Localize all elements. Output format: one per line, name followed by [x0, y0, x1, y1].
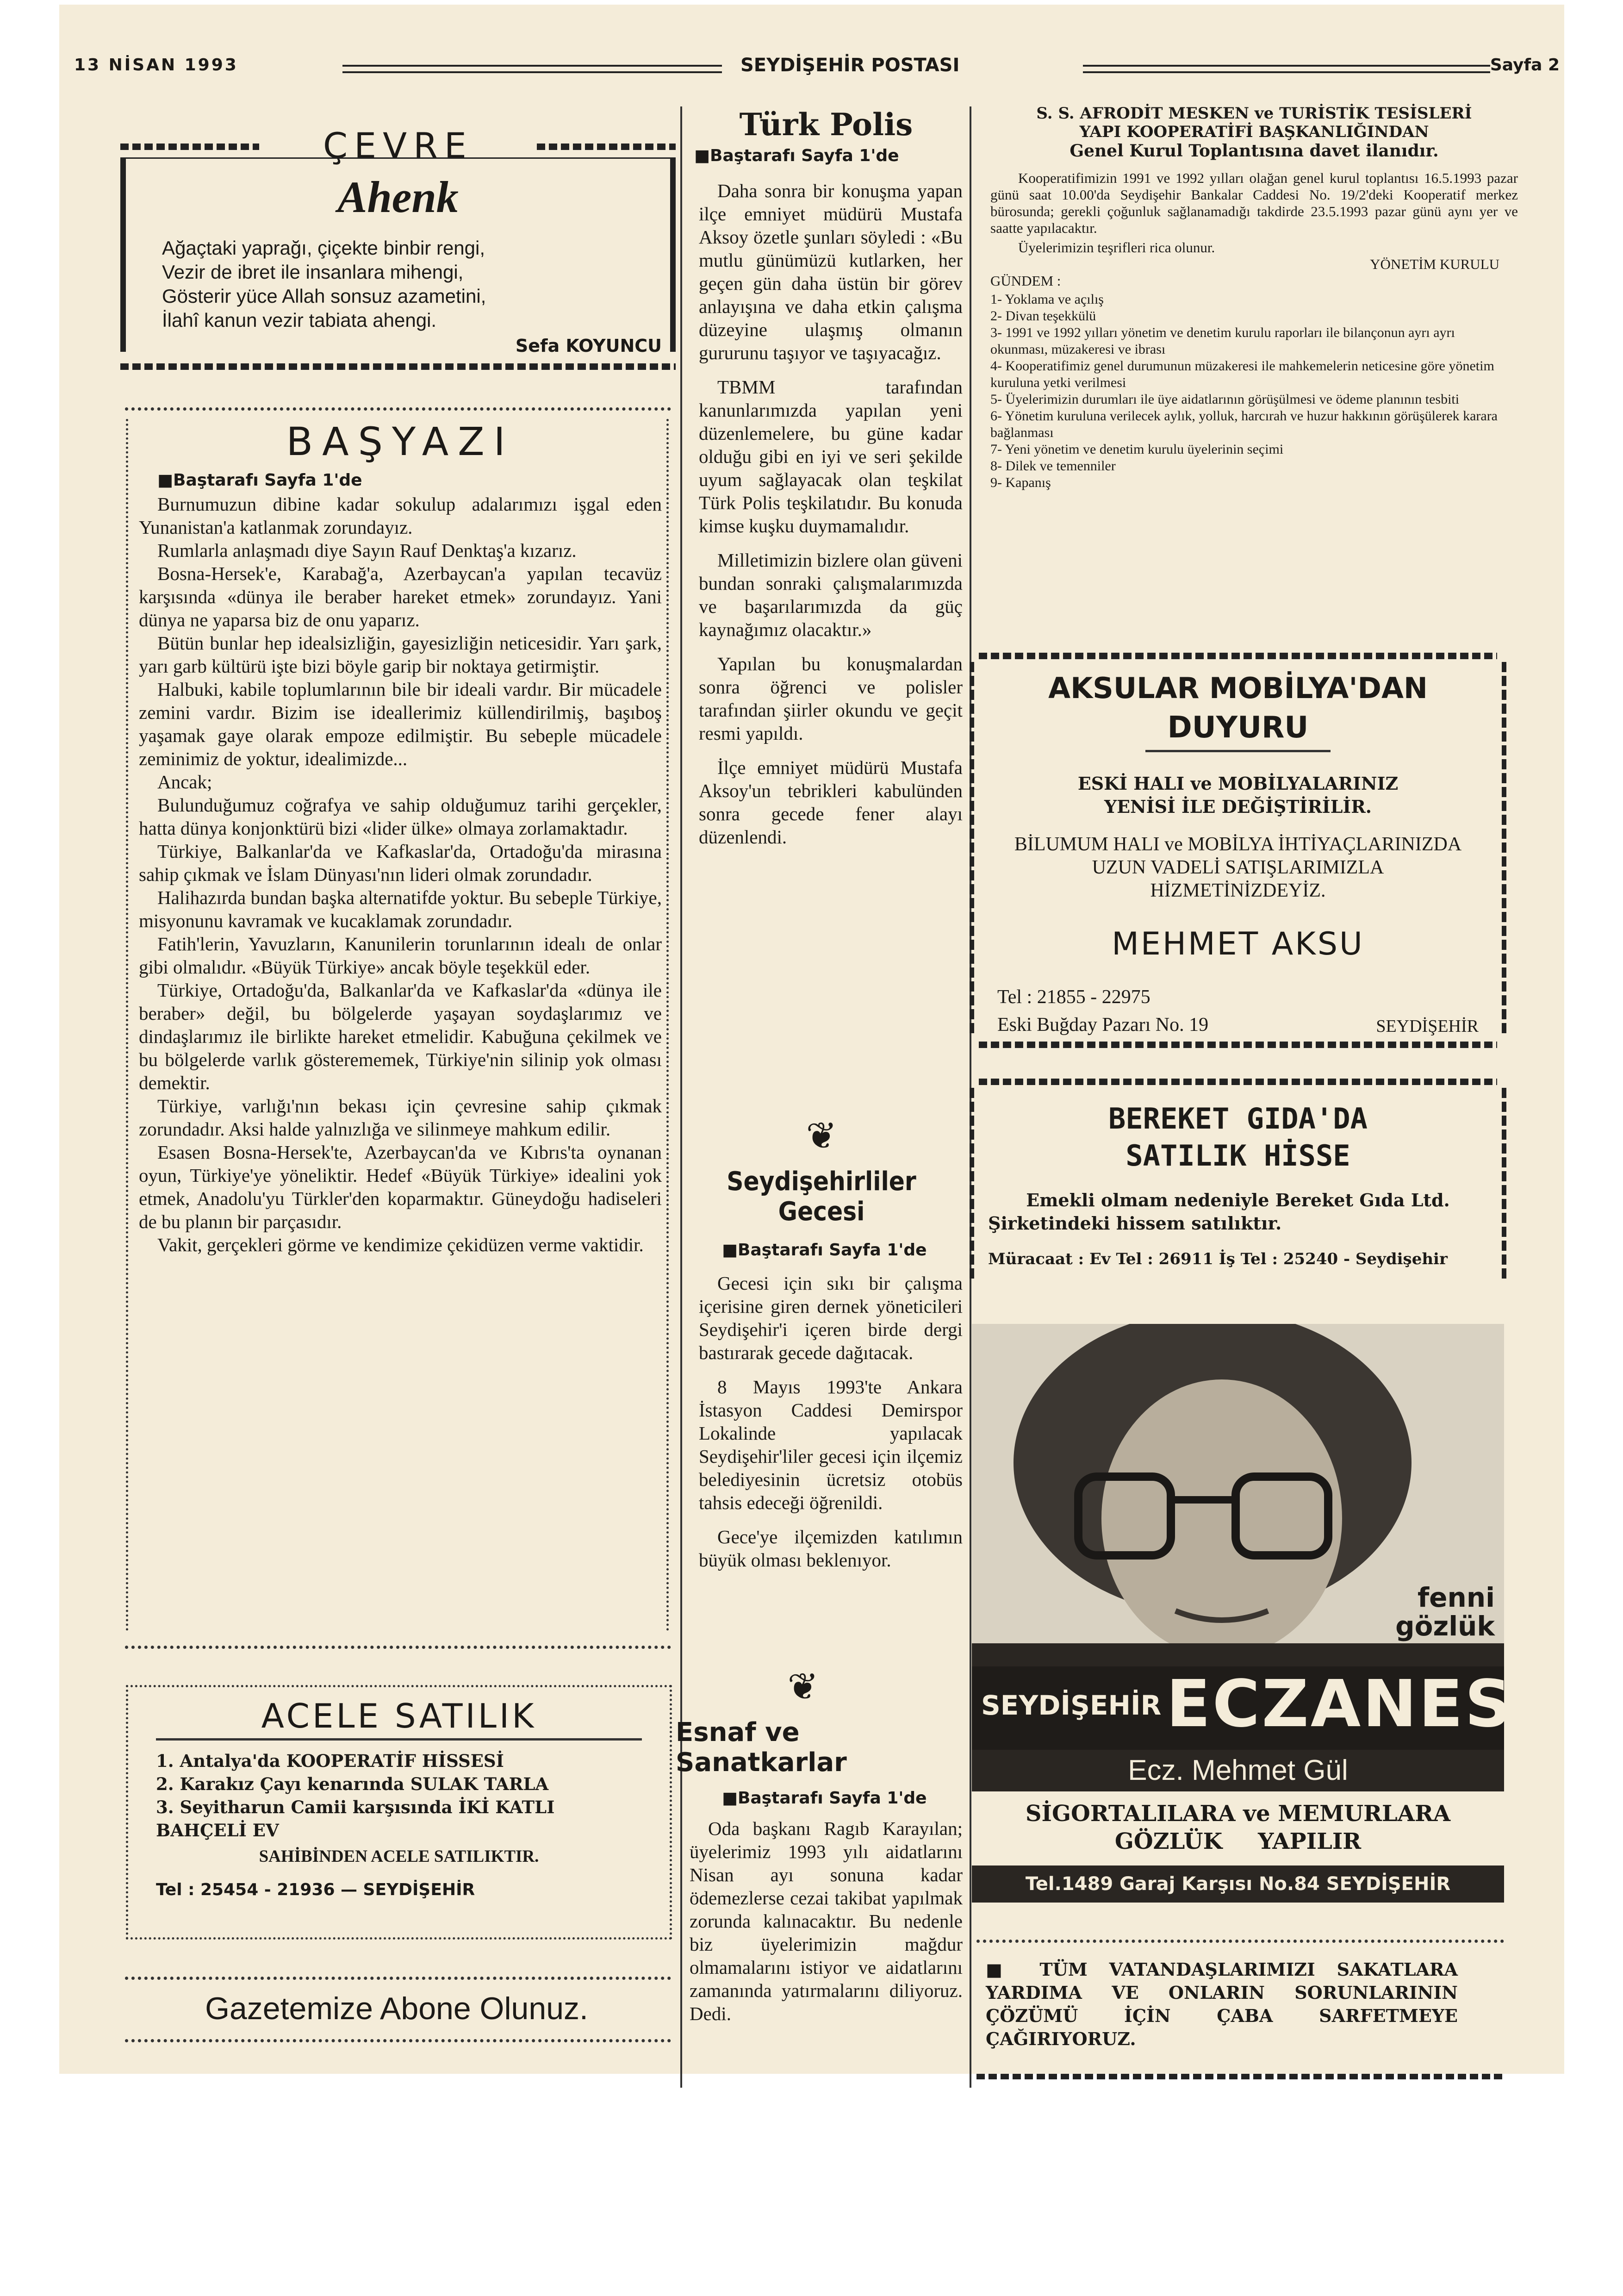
abone-bottom-rule [125, 2039, 671, 2042]
acele-list [156, 1749, 670, 1842]
afrodit-invite: Üyelerimizin teşrifleri rica olunur. [1018, 239, 1215, 256]
eczane-pharmacist: Ecz. Mehmet Gül [972, 1750, 1504, 1791]
eczane-slogan-2: GÖZLÜK YAPILIR [1114, 1828, 1362, 1854]
agenda-item: 3- 1991 ve 1992 yılları yönetim ve denetim kurulu raporları ile bilançonun ayrı ayrı okunması, müzakeresi ve ibrası [990, 325, 1455, 357]
newspaper-name: SEYDİŞEHİR POSTASI [740, 55, 960, 76]
cevre-title-rule [120, 157, 676, 161]
issue-date: 13 NİSAN 1993 [74, 56, 238, 75]
eczane-contact: Tel.1489 Garaj Karşısı No.84 SEYDİŞEHİR [972, 1866, 1504, 1903]
agenda-item: 4- Kooperatifimiz genel durumunun müzakeresi ile mahkemelerin neticesine göre yönetim kuruluna yetki verilmesi [990, 358, 1494, 390]
basyazi-article [139, 419, 662, 1256]
basyazi-paragraph: Türkiye, Balkanlar'da ve Kafkaslar'da, Ortadoğu'da mirasına sahip çıkmak ve İslam Dünyası'nın lideri olmak zorundadır. [139, 841, 662, 885]
seydisehirliler-paragraph: Gecesi için sıkı bir çalışma içerisine giren dernek yöneticileri Seydişehir'i içeren birde dergi bastırarak gecede dağıtacak. [699, 1273, 963, 1363]
acele-tel: Tel : 25454 - 21936 — SEYDİŞEHİR [156, 1880, 475, 1899]
agenda-item: 8- Dilek ve temenniler [990, 458, 1116, 474]
afrodit-title-3: Genel Kurul Toplantısına davet ilanıdır. [1070, 141, 1439, 161]
basyazi-left-rule [126, 419, 132, 1632]
basyazi-paragraph: Bosna-Hersek'e, Karabağ'a, Azerbaycan'a yapılan tecavüz karşısında «dünya ile beraber hareket etmek» zorundayız. Yani dünya ne yaparsa biz de onu yaparız. [139, 563, 662, 630]
seydisehirliler-paragraph: 8 Mayıs 1993'te Ankara İstasyon Caddesi Demirspor Lokalinde yapılacak Seydişehir'liler gecesi için ilçemiz belediyesinin ücretsiz otobüs tahsis edeceği öğrenildi. [699, 1376, 963, 1513]
aksular-city: SEYDİŞEHİR [1376, 1017, 1479, 1036]
cevre-ornament-bottom [120, 363, 676, 370]
bereket-contact: Müracaat : Ev Tel : 26911 İş Tel : 25240 - Seydişehir [988, 1250, 1448, 1268]
aksular-title: AKSULAR MOBİLYA'DAN [1048, 671, 1428, 705]
basyazi-paragraph: Türkiye, varlığı'nın bekası için çevresine sahip çıkmak zorundadır. Aksi halde yalnızlığa ve silinmeye mahkum edilir. [139, 1095, 662, 1140]
basyazi-paragraph: Esasen Bosna-Hersek'te, Azerbaycan'da ve Kıbrıs'ta oynanan oyun, Türkiye'ye yöneliktir. Hedef «Büyük Türkiye» idealini yok etmek, Anadolu'yu Türkler'den koparmaktır. Güneydoğu hadiseleri de bu planın bir parçasıdır. [139, 1142, 662, 1232]
eczane-name-band [972, 1666, 1539, 1750]
aksular-top-border [979, 653, 1497, 659]
cevre-box [120, 125, 676, 384]
esnaf-article [676, 1717, 963, 2025]
abone-top-rule [125, 1977, 671, 1980]
turk-polis-article [690, 106, 963, 849]
seydisehirliler-kicker: ■Baştarafı Sayfa 1'de [722, 1241, 927, 1260]
basyazi-paragraph: Halihazırda bundan başka alternatifde yoktur. Bu sebeple Türkiye, misyonunu kavramak ve kucaklamak zorundadır. [139, 887, 662, 931]
aksular-bottom-border [979, 1042, 1497, 1048]
afrodit-agenda-title: GÜNDEM : [990, 273, 1061, 289]
basyazi-title: BAŞYAZI [286, 419, 515, 464]
afrodit-title-2: YAPI KOOPERATİFİ BAŞKANLIĞINDAN [1079, 123, 1429, 141]
eczane-ad [972, 1324, 1539, 1926]
acele-item: 2. Karakız Çayı kenarında SULAK TARLA [156, 1774, 549, 1794]
aksular-line-1: ESKİ HALI ve MOBİLYALARINIZ [1077, 773, 1399, 794]
aksular-line-2: YENİSİ İLE DEĞİŞTİRİLİR. [1104, 796, 1372, 817]
page-header [74, 51, 1560, 83]
esnaf-kicker: ■Baştarafı Sayfa 1'de [722, 1789, 927, 1808]
seydisehirliler-title: Seydişehirliler Gecesi [727, 1167, 916, 1227]
agenda-item: 6- Yönetim kuruluna verilecek aylık, yolluk, harcırah ve huzur hakkının görüşülerek karara bağlanması [990, 408, 1498, 440]
basyazi-paragraph: Halbuki, kabile toplumlarının bile bir ideali vardır. Bir mücadele zemini vardır. Bizim ise ideallerimiz küllendirilmiş, başıboş yaşamak gaye olarak empoze edilmiştir. Bu sebeple mücadele zeminimiz de yoktur, idealimizde... [139, 679, 662, 769]
basyazi-paragraph: Vakit, gerçekleri görme ve kendimize çekidüzen verme vaktidir. [157, 1234, 644, 1255]
flourish-ornament-icon: ❦ [787, 1667, 819, 1708]
turk-polis-title: Türk Polis [739, 106, 913, 143]
page-number: Sayfa 2 [1490, 56, 1560, 75]
poem-line: İlahî kanun vezir tabiata ahengi. [162, 309, 437, 331]
seydisehirliler-article [680, 1167, 963, 1572]
aksular-line-5: HİZMETİNİZDEYİZ. [1150, 880, 1326, 901]
agenda-item: 2- Divan teşekkülü [990, 308, 1096, 324]
turk-polis-paragraph: TBMM tarafından kanunlarımızda yapılan yeni düzenlemelere, bu güne kadar olduğu gibi en iyi ve seri şekilde uyum sağlayacak olan teşkilat Türk Polis teşkilatıdır. Bu konuda kimse kuşku duymamalıdır. [699, 376, 963, 537]
aksular-subtitle: DUYURU [1167, 711, 1309, 745]
bereket-title-2: SATILIK HİSSE [1126, 1139, 1350, 1173]
aksular-line-4: UZUN VADELİ SATIŞLARIMIZLA [1092, 857, 1384, 878]
eczane-name-prefix: SEYDİŞEHİR [981, 1690, 1162, 1721]
basyazi-right-rule [666, 419, 672, 1632]
acele-satilik-ad [126, 1685, 672, 1940]
aksular-ad [970, 653, 1506, 1060]
basyazi-paragraph: Rumlarla anlaşmadı diye Sayın Rauf Denktaş'a kızarız. [157, 540, 577, 561]
afrodit-announcement [981, 104, 1527, 491]
basyazi-paragraph: Bütün bunlar hep idealsizliğin, gayesizliğin neticesidir. Yarı şark, yarı garb kültürü işte bizi böyle garip bir noktaya getirmiştir. [139, 632, 662, 677]
agenda-item: 9- Kapanış [990, 475, 1051, 490]
basyazi-paragraph: Ancak; [157, 771, 212, 792]
esnaf-title: Esnaf ve Sanatkarlar [676, 1717, 847, 1778]
afrodit-agenda [990, 291, 1509, 491]
basyazi-top-rule [125, 407, 671, 411]
poem-author: Sefa KOYUNCU [515, 336, 662, 356]
basyazi-paragraph: Burnumuzun dibine kadar sokulup adalarımızı işgal eden Yunanistan'a katlanmak zorundayız. [139, 493, 662, 538]
aksular-owner: MEHMET AKSU [1112, 926, 1364, 962]
poem-line: Ağaçtaki yaprağı, çiçekte binbir rengi, [162, 237, 485, 259]
vatandas-call: ■ TÜM VATANDAŞLARIMIZI SAKATLARA YARDIMA VE ONLARIN SORUNLARININ ÇÖZÜMÜ İÇİN ÇABA SARFETMEYE ÇAĞIRIYORUZ. [986, 1959, 1458, 2049]
acele-item: 3. Seyitharun Camii karşısında İKİ KATLI BAHÇELİ EV [156, 1797, 555, 1841]
agenda-item: 5- Üyelerimizin durumları ile üye aidatlarının görüşülmesi ve ödeme planının tesbiti [990, 392, 1460, 407]
eczane-tag [1395, 1583, 1495, 1641]
turk-polis-paragraph: Milletimizin bizlere olan güveni bundan sonraki çalışmalarımızda ve başarılarımızda da güç kaynağımız olacaktır.» [699, 549, 963, 640]
bereket-title-1: BEREKET GIDA'DA [1108, 1102, 1368, 1136]
acele-title-rule [156, 1738, 642, 1741]
turk-polis-paragraph: Yapılan bu konuşmalardan sonra öğrenci ve polisler tarafından şiirler okundu ve geçit resmi yapıldı. [699, 653, 963, 744]
bereket-ad [970, 1079, 1506, 1296]
aksular-rule [1145, 750, 1331, 752]
basyazi-paragraph: Bulunduğumuz coğrafya ve sahip olduğumuz tarihi gerçekler, hatta dünya konjonktürü bizi «lider ülke» olmaya zorlamaktadır. [139, 794, 662, 839]
eczane-bottom-rule [976, 1940, 1504, 1943]
basyazi-paragraph: Türkiye, Ortadoğu'da, Balkanlar'da ve Kafkaslar'da «dünya ile beraber» değil, bu bölgelerde yaşayan soydaşlarımız ve dindaşlarımız ile birlikte hareket etmelidir. Kabuğuna çekilmek ve bu bölgelerde varlık gösterememek, Türkiye'nin silinip yok olması demektir. [139, 980, 662, 1093]
cevre-section-title: ÇEVRE [323, 125, 473, 166]
bereket-line-2: Şirketindeki hissem satılıktır. [988, 1213, 1282, 1234]
poem-line: Gösterir yüce Allah sonsuz azametini, [162, 285, 486, 307]
eczane-slogan-1: SİGORTALILARA ve MEMURLARA [1025, 1801, 1451, 1827]
acele-title: ACELE SATILIK [261, 1697, 537, 1735]
eczane-tag-2: gözlük [1395, 1610, 1495, 1642]
basyazi-bottom-rule [125, 1646, 671, 1649]
afrodit-title-1: S. S. AFRODİT MESKEN ve TURİSTİK TESİSLERİ [1036, 104, 1472, 123]
eczane-name: ECZANESİ [1166, 1666, 1539, 1742]
basyazi-kicker: ■Baştarafı Sayfa 1'de [157, 471, 362, 490]
acele-owner: SAHİBİNDEN ACELE SATILIKTIR. [259, 1847, 539, 1866]
poem-line: Vezir de ibret ile insanlara mihengi, [162, 261, 464, 283]
aksular-address: Eski Buğday Pazarı No. 19 [997, 1014, 1209, 1036]
seydisehirliler-paragraph: Gece'ye ilçemizden katılımın büyük olması beklenıyor. [699, 1526, 963, 1571]
vatandas-bottom-ornament [976, 2074, 1504, 2079]
poem-body [162, 236, 648, 332]
flourish-ornament-icon: ❦ [806, 1116, 837, 1157]
header-rule-left [342, 65, 722, 73]
bereket-top-border [979, 1079, 1497, 1085]
turk-polis-paragraph: İlçe emniyet müdürü Mustafa Aksoy'un tebrikleri kabulünden sonra gecede fener alayı düzenlendi. [699, 757, 963, 848]
aksular-line-3: BİLUMUM HALI ve MOBİLYA İHTİYAÇLARINIZDA [1014, 834, 1462, 855]
turk-polis-paragraph: Daha sonra bir konuşma yapan ilçe emniyet müdürü Mustafa Aksoy özetle şunları söyledi : «Bu mutlu günümüzü kutlarken, her geçen gün daha üstün bir görev anlayışına ve daha etkin çalışma düzeyine ulaşmış olmanın gururunu taşıyor ve taşıyacağız. [699, 180, 963, 363]
eczane-tag-1: fenni [1417, 1582, 1495, 1613]
agenda-item: 1- Yoklama ve açılış [990, 292, 1104, 307]
afrodit-body: Kooperatifimizin 1991 ve 1992 yılları olağan genel kurul toplantısı 16.5.1993 pazar günü saat 10.00'da Seydişehir Bankalar Caddesi No. 19/2'deki Kooperatif merkez bürosunda; gerekli çoğunluk sağlanamadığı takdirde 23.5.1993 pazar günü aynı yer ve saatte yapılacaktır. [990, 170, 1518, 236]
poem-title: Ahenk [337, 172, 459, 222]
bereket-line-1: Emekli olmam nedeniyle Bereket Gıda Ltd. [1026, 1190, 1450, 1210]
aksular-tel: Tel : 21855 - 22975 [997, 986, 1150, 1008]
abone-call: Gazetemize Abone Olunuz. [205, 1991, 588, 2026]
esnaf-paragraph: Oda başkanı Ragıb Karayılan; üyelerimiz 1993 yılı aidatlarını Nisan ayı sonuna kadar ödemezlerse cezai takibat yapılmak zorunda kalınacaktır. Bu nedenle biz üyelerimizin mağdur olmamalarını istiyor ve aidatlarını zamanında yatırmalarını diliyoruz. Dedi. [690, 1818, 963, 2024]
basyazi-paragraph: Fatih'lerin, Yavuzların, Kanunilerin torunlarının idealı de onlar gibi olmalıdır. «Büyük Türkiye» ancak böyle teşekkül eder. [139, 933, 662, 978]
acele-item: 1. Antalya'da KOOPERATİF HİSSESİ [156, 1751, 504, 1771]
turk-polis-kicker: ■Baştarafı Sayfa 1'de [694, 146, 899, 165]
afrodit-signature: YÖNETİM KURULU [1370, 256, 1499, 272]
header-rule-right [1083, 65, 1490, 73]
agenda-item: 7- Yeni yönetim ve denetim kurulu üyelerinin seçimi [990, 442, 1284, 457]
